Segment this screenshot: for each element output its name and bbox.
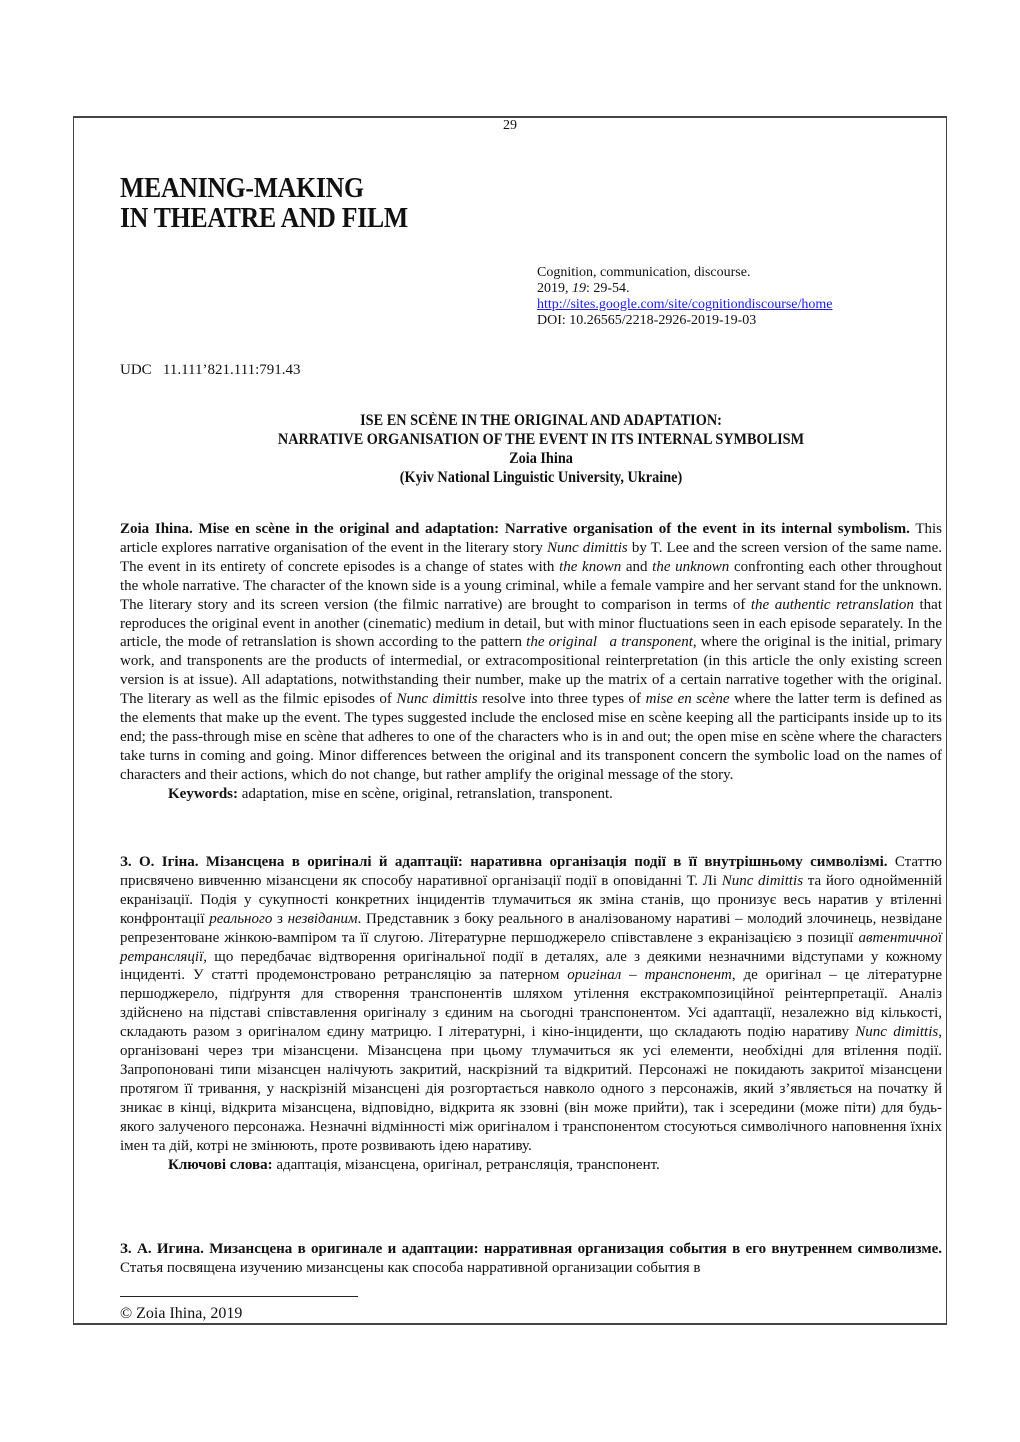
abstract-english bbox=[120, 520, 942, 804]
journal-title-line1: MEANING-MAKING bbox=[120, 173, 364, 204]
abstract-en-heading: Zoia Ihina. Mise en scène in the original and adaptation: Narrative organisation of the event in its internal symbolism. bbox=[120, 521, 910, 537]
citation-block bbox=[537, 265, 833, 329]
citation-doi: DOI: 10.26565/2218-2926-2019-19-03 bbox=[537, 313, 757, 328]
article-title-line1: ISE EN SCÈNE IN THE ORIGINAL AND ADAPTATION: bbox=[360, 412, 722, 429]
citation-volume: 19 bbox=[572, 281, 586, 296]
abstract-ukrainian bbox=[120, 853, 942, 1174]
abstract-ua-heading: З. О. Ігіна. Мізансцена в оригіналі й адаптації: наративна організація події в її внутрішньому символізмі. bbox=[120, 854, 888, 870]
abstract-ua-body: З. О. Ігіна. Мізансцена в оригіналі й адаптації: наративна організація події в її внутрішньому символізмі. Статтю присвячено вивченню мізансцени як способу наративної організації події в оповіданні Т. Лі Nunc dimittis та його однойменній екранізації. Подія у сукупності конкретних інцидентів тлумачиться як зміна станів, що пронизує весь наратив у втіленні конфронтації реального з незвіданим. Представник з боку реального в аналізованому наративі – молодий злочинець, незвідане репрезентоване жінкою-вампіром та її слугою. Літературне першоджерело співставлене з екранізацією з позиції автентичної ретрансляції, що передбачає відтворення оригінальної події в деталях, але з деякими незначними відступами у кожному інциденті. У статті продемонстровано ретрансляцію за патерном оригінал – транспонент, де оригінал – це літературне першоджерело, підґрунтя для створення транспонентів шляхом утілення екстракомпозиційної реінтерпретації. Аналіз здійснено на підставі співставлення оригіналу з єдиним на сьогодні транспонентом. Усі адаптації, незалежно від кількості, складають разом з оригіналом єдину матрицю. І літературні, і кіно-інциденти, що складають подію наративу Nunc dimittis, організовані через три мізансцени. Мізансцена при цьому тлумачиться як усі елементи, необхідні для втілення події. Запропоновані типи мізансцен налічують закритий, наскрізний та відкритий. Персонажі не покидають закритої мізансцени протягом її тривання, у наскрізній мізансцені дія розгортається навколо одного з персонажів, який з’являється на початку й зникає в кінці, відкрита мізансцена, відповідно, відкрита як ззовні (він може прийти), так і зсередини (може піти) для будь-якого залученого персонажа. Незначні відмінності між оригіналом і транспонентом стосуються символічного наповнення їхніх імен та дій, котрі не змінюють, проте розвивають ідею наративу. bbox=[120, 854, 943, 1154]
article-affiliation: (Kyiv National Linguistic University, Ukraine) bbox=[399, 469, 683, 486]
udc-code: UDC 11.111’821.111:791.43 bbox=[120, 362, 301, 378]
page-number: 29 bbox=[503, 118, 517, 133]
footnote-divider bbox=[120, 1296, 358, 1297]
keywords-en: Keywords: adaptation, mise en scène, original, retranslation, transponent. bbox=[168, 785, 613, 802]
keywords-ua: Ключові слова: адаптація, мізансцена, оригінал, ретрансляція, транспонент. bbox=[168, 1156, 660, 1173]
abstract-ru-heading: З. А. Игина. Мизансцена в оригинале и адаптации: нарративная организация события в его внутреннем символизме. bbox=[120, 1241, 942, 1257]
journal-section-title bbox=[120, 174, 408, 234]
copyright-footnote: © Zoia Ihina, 2019 bbox=[120, 1305, 243, 1322]
article-author: Zoia Ihina bbox=[509, 450, 573, 467]
article-header bbox=[144, 411, 937, 487]
citation-issue: 2019, 19: 29-54. bbox=[537, 281, 630, 296]
journal-title-line2: IN THEATRE AND FILM bbox=[120, 203, 408, 234]
abstract-en-body: Zoia Ihina. Mise en scène in the original and adaptation: Narrative organisation of the event in its internal symbolism. This article explores narrative organisation of the event in the literary story Nunc dimittis by T. Lee and the screen version of the same name. The event in its entirety of concrete episodes is a change of states with the known and the unknown confronting each other throughout the whole narrative. The character of the known side is a young criminal, while a female vampire and her servant stand for the unknown. The literary story and its screen version (the filmic narrative) are brought to comparison in terms of the authentic retranslation that reproduces the original event in another (cinematic) medium in detail, but with minor fluctuations seen in each episode separately. In the article, the mode of retranslation is shown according to the pattern the original a transponent, where the original is the initial, primary work, and transponents are the products of intermedial, or extracompositional reinterpretation (in this article the only existing screen version is at issue). All adaptations, notwithstanding their number, make up the matrix of a certain narrative together with the original. The literary as well as the filmic episodes of Nunc dimittis resolve into three types of mise en scène where the latter term is defined as the elements that make up the event. The types suggested include the enclosed mise en scène keeping all the participants inside up to its end; the pass-through mise en scène that adheres to one of the characters who is in and out; the open mise en scène where the characters take turns in coming and going. Minor differences between the original and its transponent concern the symbolic load on the names of characters and their actions, which do not change, but rather amplify the original message of the story. bbox=[120, 521, 943, 783]
keywords-en-label: Keywords: bbox=[168, 785, 238, 802]
abstract-ru-body: З. А. Игина. Мизансцена в оригинале и адаптации: нарративная организация события в его внутреннем символизме. Статья посвящена изучению мизансцены как способа нарративной организации события в bbox=[120, 1241, 942, 1276]
citation-journal: Cognition, communication, discourse. bbox=[537, 265, 751, 280]
abstract-russian bbox=[120, 1240, 942, 1278]
article-title-line2: NARRATIVE ORGANISATION OF THE EVENT IN ITS INTERNAL SYMBOLISM bbox=[277, 431, 805, 448]
journal-url-link[interactable]: http://sites.google.com/site/cognitiondiscourse/home bbox=[537, 297, 833, 312]
keywords-ua-label: Ключові слова: bbox=[168, 1156, 273, 1173]
